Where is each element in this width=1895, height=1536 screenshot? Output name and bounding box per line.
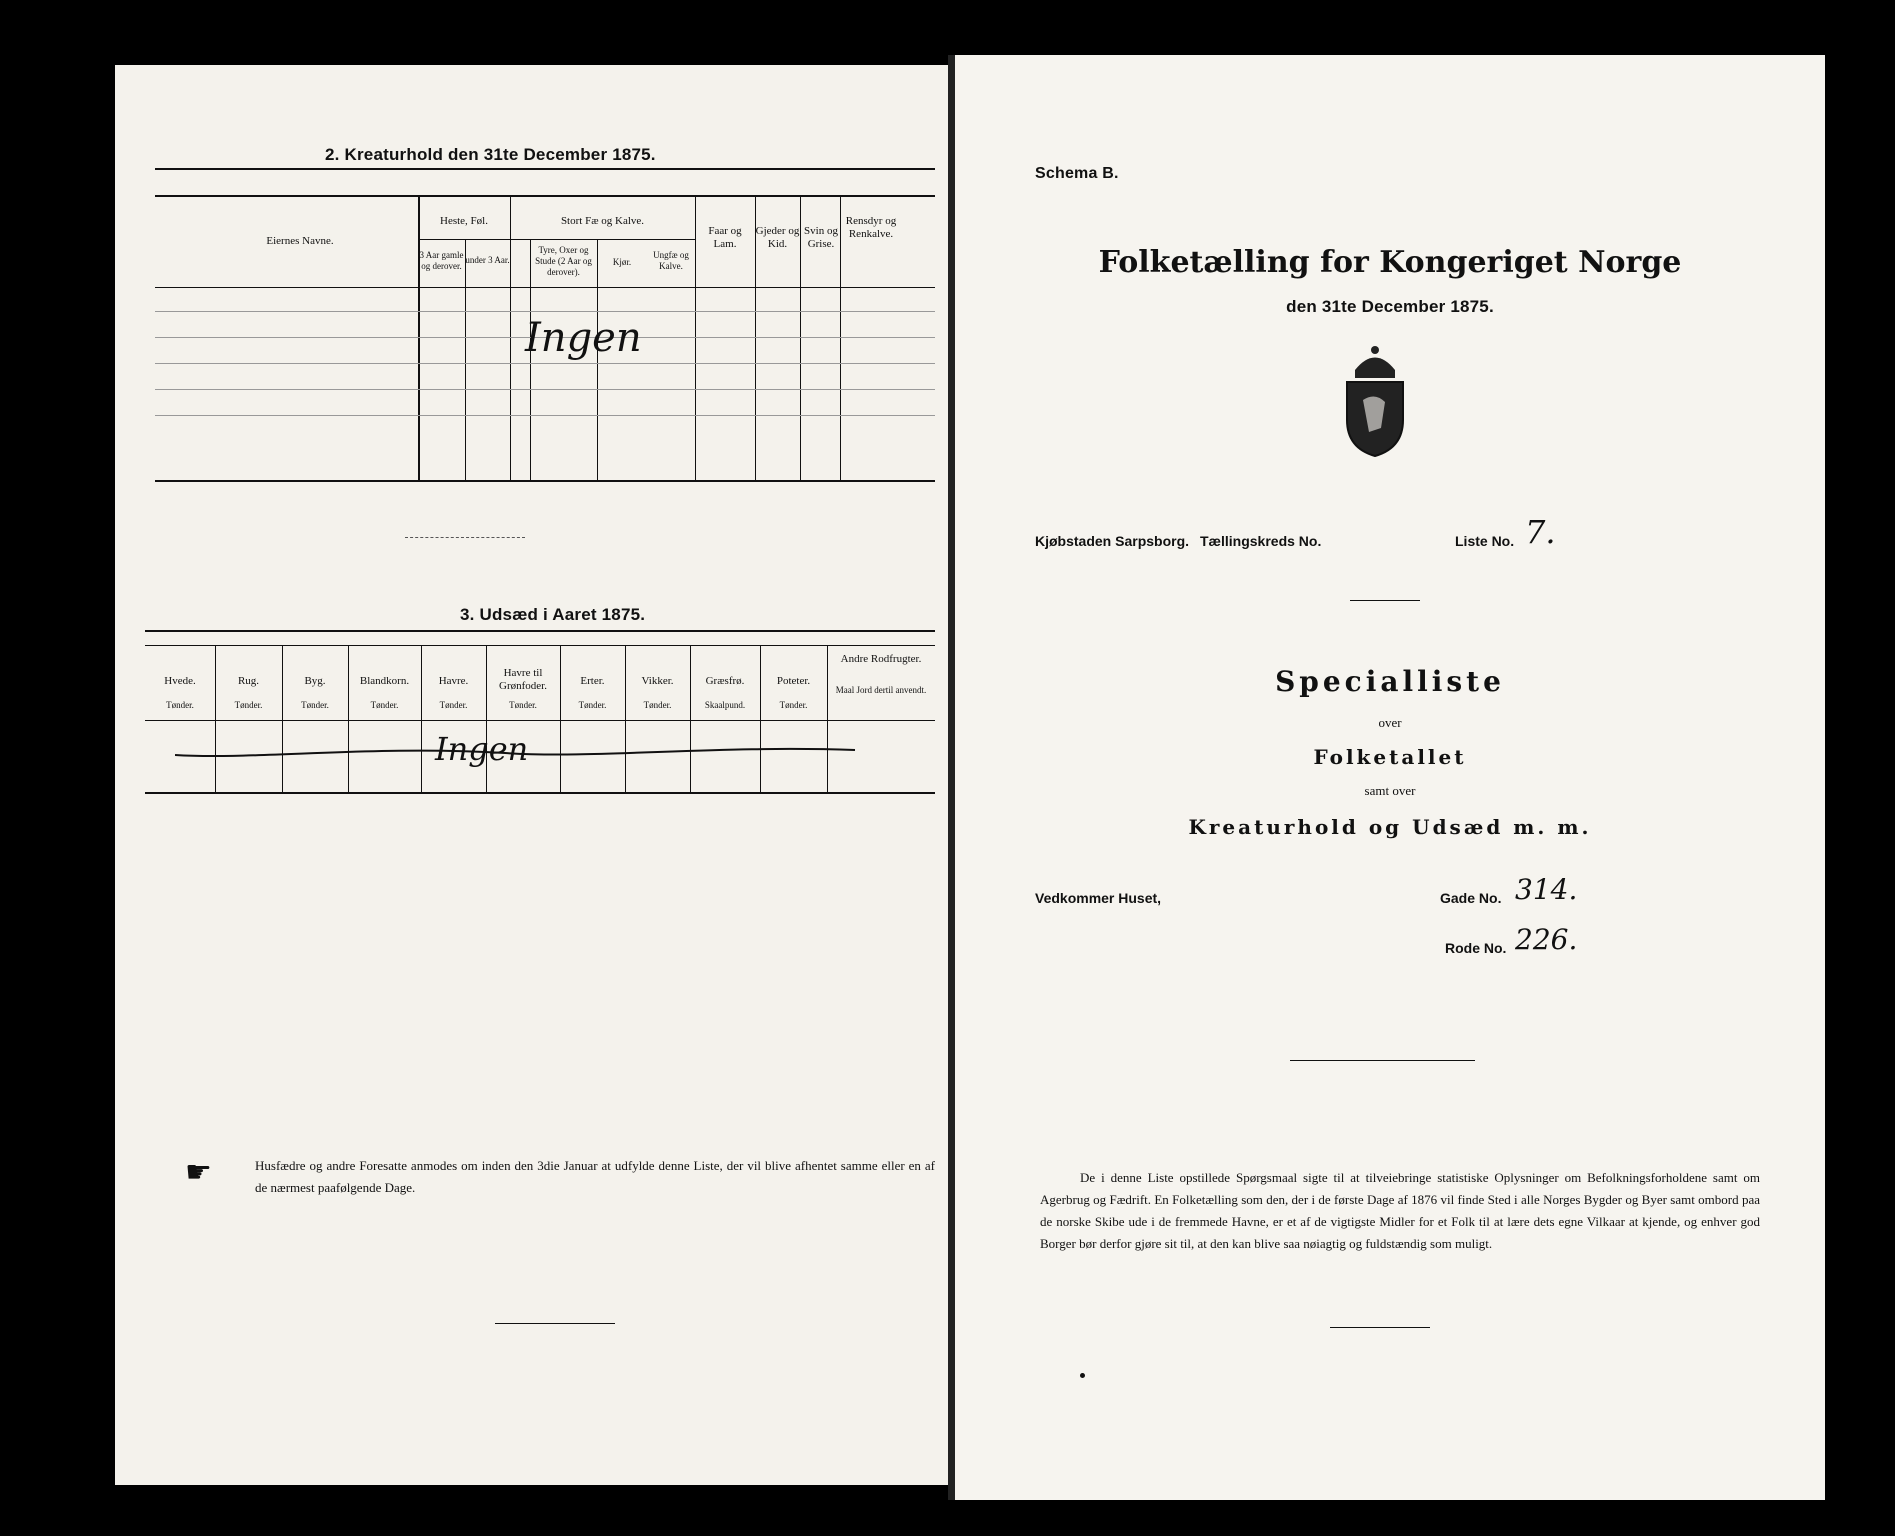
notice-text: Husfædre og andre Foresatte anmodes om inden den 3die Januar at udfylde denne Liste, der vil blive afhentet samme eller en af de nærmest paafølgende Dage. — [255, 1158, 935, 1195]
location-label: Kjøbstaden Sarpsborg. — [1035, 533, 1190, 549]
crop-name: Vikker. — [641, 675, 674, 687]
crop-name: Havre til Grønfoder. — [499, 667, 547, 692]
crop-unit: Tønder. — [509, 700, 537, 710]
col-cattle: Stort Fæ og Kalve. — [560, 215, 645, 227]
crop-unit: Tønder. — [370, 700, 399, 710]
crop-name: Blandkorn. — [359, 675, 410, 687]
rode-label: Rode No. — [1445, 940, 1507, 956]
crop-name: Andre Rodfrugter. — [840, 653, 922, 665]
explanatory-paragraph: De i denne Liste opstillede Spørgsmaal sigte til at tilveiebringe statistiske Oplysninger om Befolkningsforholdene samt om Agerbrug og Fædrift. En Folketælling som den, der i de første Dage af 1876 vil finde Sted i alle Norges Bygder og Byer samt ombord paa de norske Skibe ude i de fremmede Havne, er et af de vigtigste Midler for et Folk til at lære dets egne Vilkaar at kjende, og enhver god Borger bør derfor gjøre sit til, at den kan blive saa nøiagtig og fuldstændig som muligt. — [1040, 1170, 1760, 1251]
house-label: Vedkommer Huset, — [1035, 890, 1162, 906]
list-value: 7. — [1525, 513, 1556, 551]
col-cattle-sub2: Kjør. — [612, 257, 632, 267]
col-horses-sub2: under 3 Aar. — [465, 255, 510, 265]
coat-of-arms-icon — [1335, 340, 1415, 460]
crop-name: Erter. — [580, 675, 605, 687]
list-label: Liste No. — [1455, 533, 1515, 549]
crop-name: Havre. — [438, 675, 469, 687]
handwritten-ingen-1: Ingen — [525, 315, 642, 361]
district-label: Tællingskreds No. — [1200, 533, 1322, 549]
col-horses-sub1: 3 Aar gamle og derover. — [419, 250, 464, 271]
folketallet-heading: Folketallet — [1313, 745, 1467, 769]
kreaturhold-heading: Kreaturhold og Udsæd m. m. — [1188, 815, 1592, 839]
gade-label: Gade No. — [1440, 890, 1502, 906]
census-date: den 31te December 1875. — [1286, 297, 1494, 316]
gade-value: 314. — [1515, 873, 1578, 906]
census-title: Folketælling for Kongeriget Norge — [1098, 245, 1682, 280]
crop-unit: Tønder. — [779, 700, 808, 710]
crop-name: Hvede. — [164, 675, 196, 687]
pointing-hand-icon: ☛ — [185, 1156, 212, 1189]
handwritten-ingen-2: Ingen — [435, 730, 529, 768]
crop-name: Byg. — [304, 675, 326, 687]
section3-title: 3. Udsæd i Aaret 1875. — [460, 605, 646, 624]
col-owner: Eiernes Navne. — [266, 235, 334, 247]
col-horses: Heste, Føl. — [440, 215, 488, 227]
crop-unit: Tønder. — [301, 700, 329, 710]
crop-unit: Tønder. — [234, 700, 263, 710]
col-cattle-sub1: Tyre, Oxer og Stude (2 Aar og derover). — [535, 245, 592, 277]
crop-unit: Tønder. — [643, 700, 672, 710]
col-pigs: Svin og Grise. — [804, 225, 838, 250]
over-text: over — [1378, 715, 1402, 730]
samt-over-text: samt over — [1364, 783, 1416, 798]
crop-unit: Tønder. — [166, 700, 194, 710]
right-page — [955, 55, 1825, 1500]
crop-name: Poteter. — [776, 675, 811, 687]
col-goats: Gjeder og Kid. — [755, 225, 800, 250]
crop-unit: Skaalpund. — [704, 700, 746, 710]
section2-title: 2. Kreaturhold den 31te December 1875. — [325, 145, 656, 164]
crop-unit: Tønder. — [439, 700, 468, 710]
crop-name: Rug. — [237, 675, 260, 687]
crop-unit: Maal Jord dertil anvendt. — [835, 685, 927, 695]
crop-name: Græsfrø. — [705, 675, 745, 687]
col-reindeer: Rensdyr og Renkalve. — [845, 215, 897, 240]
left-page — [115, 65, 950, 1485]
col-sheep: Faar og Lam. — [708, 225, 742, 250]
specialliste-heading: Specialliste — [1275, 665, 1505, 698]
handwritten-dash-line — [175, 735, 915, 785]
crop-unit: Tønder. — [578, 700, 607, 710]
schema-label: Schema B. — [1035, 165, 1119, 182]
page-gutter — [948, 55, 955, 1500]
col-cattle-sub3: Ungfæ og Kalve. — [653, 250, 689, 271]
rule — [155, 168, 935, 170]
rode-value: 226. — [1515, 923, 1578, 956]
